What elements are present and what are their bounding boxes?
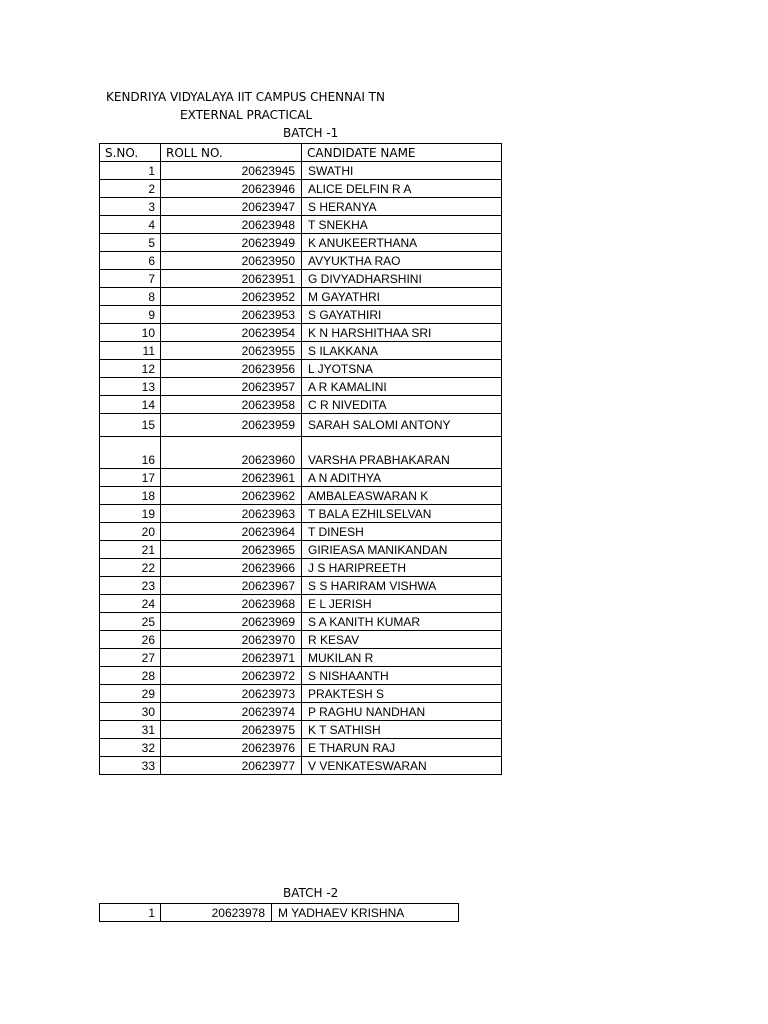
roll-number: 20623975 bbox=[161, 721, 302, 739]
table-row bbox=[100, 613, 502, 631]
serial-number: 21 bbox=[100, 541, 161, 559]
serial-number: 27 bbox=[100, 649, 161, 667]
candidate-name: S HERANYA bbox=[302, 198, 502, 216]
serial-number: 22 bbox=[100, 559, 161, 577]
serial-number: 5 bbox=[100, 234, 161, 252]
candidate-name: S ILAKKANA bbox=[302, 342, 502, 360]
roll-number: 20623956 bbox=[161, 360, 302, 378]
table-row bbox=[100, 757, 502, 775]
serial-number: 25 bbox=[100, 613, 161, 631]
roll-number: 20623949 bbox=[161, 234, 302, 252]
batch1-table bbox=[99, 143, 502, 775]
candidate-name: PRAKTESH S bbox=[302, 685, 502, 703]
table-row bbox=[100, 469, 502, 487]
candidate-name: V VENKATESWARAN bbox=[302, 757, 502, 775]
serial-number: 10 bbox=[100, 324, 161, 342]
header-sno: S.NO. bbox=[100, 144, 161, 162]
roll-number: 20623967 bbox=[161, 577, 302, 595]
serial-number: 7 bbox=[100, 270, 161, 288]
table-row bbox=[100, 685, 502, 703]
table-header-row bbox=[100, 144, 502, 162]
candidate-name: L JYOTSNA bbox=[302, 360, 502, 378]
table-row bbox=[100, 577, 502, 595]
table-row bbox=[100, 649, 502, 667]
batch1-title: BATCH -1 bbox=[283, 126, 339, 140]
roll-number: 20623955 bbox=[161, 342, 302, 360]
candidate-name: C R NIVEDITA bbox=[302, 396, 502, 414]
candidate-name: MUKILAN R bbox=[302, 649, 502, 667]
candidate-name: A N ADITHYA bbox=[302, 469, 502, 487]
roll-number: 20623960 bbox=[161, 437, 302, 469]
candidate-name: R KESAV bbox=[302, 631, 502, 649]
roll-number: 20623962 bbox=[161, 487, 302, 505]
roll-number: 20623971 bbox=[161, 649, 302, 667]
serial-number: 26 bbox=[100, 631, 161, 649]
candidate-name: VARSHA PRABHAKARAN bbox=[302, 437, 502, 469]
serial-number: 30 bbox=[100, 703, 161, 721]
header-roll-no: ROLL NO. bbox=[161, 144, 302, 162]
serial-number: 16 bbox=[100, 437, 161, 469]
candidate-name: E THARUN RAJ bbox=[302, 739, 502, 757]
table-row bbox=[100, 487, 502, 505]
school-name: KENDRIYA VIDYALAYA IIT CAMPUS CHENNAI TN bbox=[106, 90, 385, 104]
serial-number: 3 bbox=[100, 198, 161, 216]
candidate-name: J S HARIPREETH bbox=[302, 559, 502, 577]
table-row bbox=[100, 904, 459, 922]
roll-number: 20623974 bbox=[161, 703, 302, 721]
serial-number: 12 bbox=[100, 360, 161, 378]
table-row bbox=[100, 739, 502, 757]
batch2-title: BATCH -2 bbox=[283, 886, 339, 900]
roll-number: 20623978 bbox=[161, 904, 272, 922]
table-row bbox=[100, 721, 502, 739]
roll-number: 20623947 bbox=[161, 198, 302, 216]
serial-number: 6 bbox=[100, 252, 161, 270]
candidate-name: S GAYATHIRI bbox=[302, 306, 502, 324]
batch2-table bbox=[99, 903, 459, 922]
roll-number: 20623963 bbox=[161, 505, 302, 523]
candidate-name: K T SATHISH bbox=[302, 721, 502, 739]
table-row bbox=[100, 216, 502, 234]
candidate-name: T DINESH bbox=[302, 523, 502, 541]
serial-number: 13 bbox=[100, 378, 161, 396]
candidate-name: SWATHI bbox=[302, 162, 502, 180]
roll-number: 20623958 bbox=[161, 396, 302, 414]
serial-number: 33 bbox=[100, 757, 161, 775]
serial-number: 2 bbox=[100, 180, 161, 198]
table-row bbox=[100, 523, 502, 541]
table-row bbox=[100, 378, 502, 396]
serial-number: 28 bbox=[100, 667, 161, 685]
table-row bbox=[100, 270, 502, 288]
table-row bbox=[100, 342, 502, 360]
serial-number: 18 bbox=[100, 487, 161, 505]
serial-number: 32 bbox=[100, 739, 161, 757]
table-row bbox=[100, 541, 502, 559]
table-row bbox=[100, 198, 502, 216]
table-row bbox=[100, 288, 502, 306]
roll-number: 20623965 bbox=[161, 541, 302, 559]
candidate-name: E L JERISH bbox=[302, 595, 502, 613]
table-row bbox=[100, 180, 502, 198]
exam-title: EXTERNAL PRACTICAL bbox=[180, 108, 313, 122]
candidate-name: A R KAMALINI bbox=[302, 378, 502, 396]
roll-number: 20623972 bbox=[161, 667, 302, 685]
candidate-name: ALICE DELFIN R A bbox=[302, 180, 502, 198]
roll-number: 20623953 bbox=[161, 306, 302, 324]
serial-number: 31 bbox=[100, 721, 161, 739]
table-row bbox=[100, 703, 502, 721]
serial-number: 1 bbox=[100, 904, 161, 922]
candidate-name: T BALA EZHILSELVAN bbox=[302, 505, 502, 523]
table-row bbox=[100, 414, 502, 437]
table-row bbox=[100, 360, 502, 378]
roll-number: 20623977 bbox=[161, 757, 302, 775]
table-row bbox=[100, 437, 502, 469]
table-row bbox=[100, 505, 502, 523]
candidate-name: GIRIEASA MANIKANDAN bbox=[302, 541, 502, 559]
roll-number: 20623961 bbox=[161, 469, 302, 487]
roll-number: 20623973 bbox=[161, 685, 302, 703]
serial-number: 29 bbox=[100, 685, 161, 703]
candidate-name: AVYUKTHA RAO bbox=[302, 252, 502, 270]
serial-number: 14 bbox=[100, 396, 161, 414]
table-row bbox=[100, 324, 502, 342]
table-row bbox=[100, 559, 502, 577]
roll-number: 20623970 bbox=[161, 631, 302, 649]
candidate-name: G DIVYADHARSHINI bbox=[302, 270, 502, 288]
roll-number: 20623950 bbox=[161, 252, 302, 270]
roll-number: 20623959 bbox=[161, 414, 302, 437]
candidate-name: S A KANITH KUMAR bbox=[302, 613, 502, 631]
serial-number: 11 bbox=[100, 342, 161, 360]
serial-number: 24 bbox=[100, 595, 161, 613]
roll-number: 20623951 bbox=[161, 270, 302, 288]
candidate-name: M GAYATHRI bbox=[302, 288, 502, 306]
roll-number: 20623957 bbox=[161, 378, 302, 396]
roll-number: 20623969 bbox=[161, 613, 302, 631]
candidate-name: M YADHAEV KRISHNA bbox=[272, 904, 459, 922]
table-row bbox=[100, 631, 502, 649]
serial-number: 20 bbox=[100, 523, 161, 541]
candidate-name: S S HARIRAM VISHWA bbox=[302, 577, 502, 595]
header-candidate-name: CANDIDATE NAME bbox=[302, 144, 502, 162]
table-row bbox=[100, 162, 502, 180]
table-row bbox=[100, 234, 502, 252]
serial-number: 17 bbox=[100, 469, 161, 487]
candidate-name: K ANUKEERTHANA bbox=[302, 234, 502, 252]
candidate-name: SARAH SALOMI ANTONY bbox=[302, 414, 502, 437]
roll-number: 20623945 bbox=[161, 162, 302, 180]
table-row bbox=[100, 252, 502, 270]
candidate-name: AMBALEASWARAN K bbox=[302, 487, 502, 505]
roll-number: 20623952 bbox=[161, 288, 302, 306]
candidate-name: P RAGHU NANDHAN bbox=[302, 703, 502, 721]
serial-number: 9 bbox=[100, 306, 161, 324]
table-row bbox=[100, 396, 502, 414]
candidate-name: S NISHAANTH bbox=[302, 667, 502, 685]
roll-number: 20623968 bbox=[161, 595, 302, 613]
roll-number: 20623976 bbox=[161, 739, 302, 757]
table-row bbox=[100, 306, 502, 324]
candidate-name: K N HARSHITHAA SRI bbox=[302, 324, 502, 342]
serial-number: 19 bbox=[100, 505, 161, 523]
table-row bbox=[100, 595, 502, 613]
table-row bbox=[100, 667, 502, 685]
serial-number: 1 bbox=[100, 162, 161, 180]
candidate-name: T SNEKHA bbox=[302, 216, 502, 234]
roll-number: 20623964 bbox=[161, 523, 302, 541]
roll-number: 20623946 bbox=[161, 180, 302, 198]
serial-number: 15 bbox=[100, 414, 161, 437]
serial-number: 23 bbox=[100, 577, 161, 595]
serial-number: 8 bbox=[100, 288, 161, 306]
serial-number: 4 bbox=[100, 216, 161, 234]
roll-number: 20623966 bbox=[161, 559, 302, 577]
roll-number: 20623954 bbox=[161, 324, 302, 342]
roll-number: 20623948 bbox=[161, 216, 302, 234]
